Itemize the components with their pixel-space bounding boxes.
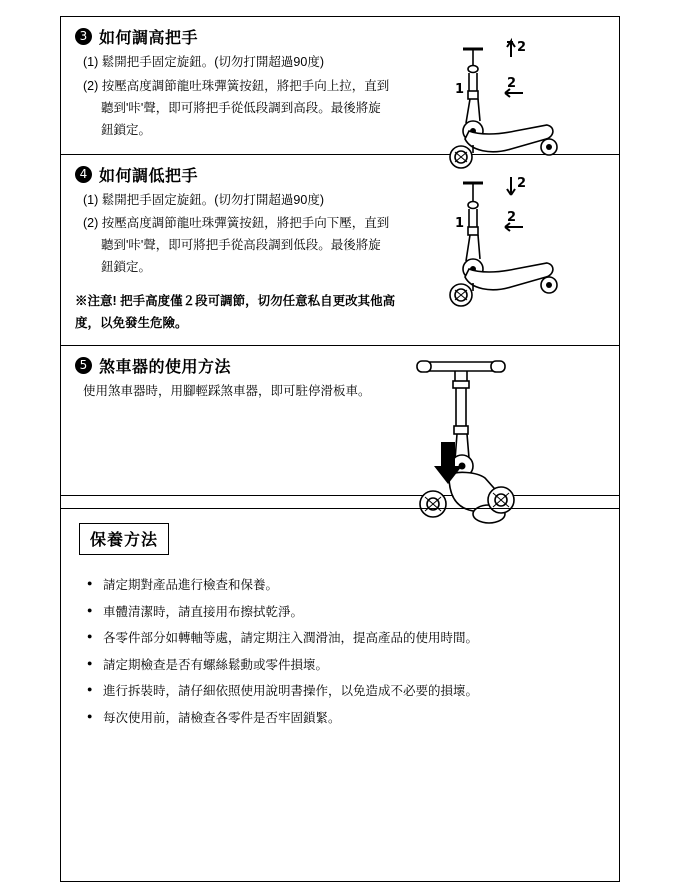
svg-text:2: 2 <box>507 209 517 225</box>
list-item: ● 請定期檢查是否有螺絲鬆動或零件損壞。 <box>87 659 619 672</box>
maintenance-header <box>61 509 619 559</box>
section-5-body <box>61 379 393 415</box>
section-title: 如何調低把手 <box>99 167 199 185</box>
instruction-line: 使用煞車器時，用腳輕踩煞車器，即可駐停滑板車。 <box>83 383 371 398</box>
svg-text:1: 1 <box>455 82 465 97</box>
step-number-badge: 4 <box>75 166 92 183</box>
list-item: ● 各零件部分如轉軸等處，請定期注入潤滑油，提高產品的使用時間。 <box>87 632 619 645</box>
section-4-body <box>61 188 393 292</box>
list-item: ● 進行拆裝時，請仔細依照使用說明書操作，以免造成不必要的損壞。 <box>87 685 619 698</box>
step-number-badge: 5 <box>75 357 92 374</box>
section-title: 煞車器的使用方法 <box>99 358 232 376</box>
svg-text:1: 1 <box>455 215 465 231</box>
section-panel-3 <box>60 16 620 155</box>
section-4-warning: ※注意! 把手高度僅２段可調節，切勿任意私自更改其他高度，以免發生危險。 <box>75 294 396 330</box>
section-3-body <box>61 50 393 154</box>
maintenance-panel <box>60 508 620 882</box>
list-item: ● 每次使用前，請檢查各零件是否牢固鎖緊。 <box>87 712 619 725</box>
list-item: ● 請定期對產品進行檢查和保養。 <box>87 579 619 592</box>
maintenance-list <box>61 571 619 758</box>
blank-area <box>61 771 619 881</box>
list-item: ● 車體清潔時，請直接用布擦拭乾淨。 <box>87 606 619 619</box>
instruction-line: (1) 鬆開把手固定旋鈕。(切勿打開超過90度) <box>83 55 324 69</box>
svg-text:2: 2 <box>507 76 517 91</box>
svg-text:2: 2 <box>517 175 527 191</box>
instruction-line: (2) 按壓高度調節龍吐珠彈簧按鈕，將把手向上拉，直到聽到'咔'聲，即可將把手從低段調到高段。最後將旋鈕鎖定。 <box>83 78 390 137</box>
section-panel-4 <box>60 155 620 346</box>
scooter-diagram-lower <box>411 165 601 315</box>
maintenance-title: 保養方法 <box>79 523 169 555</box>
section-title: 如何調高把手 <box>99 30 199 47</box>
svg-text:2: 2 <box>517 40 527 55</box>
manual-page <box>60 16 620 846</box>
instruction-line: (1) 鬆開把手固定旋鈕。(切勿打開超過90度) <box>83 192 324 207</box>
instruction-line: (2) 按壓高度調節龍吐珠彈簧按鈕，將把手向下壓，直到聽到'咔'聲，即可將把手從高段調到低段。最後將旋鈕鎖定。 <box>83 216 390 275</box>
section-panel-5 <box>60 346 620 496</box>
step-number-badge: 3 <box>75 28 92 45</box>
